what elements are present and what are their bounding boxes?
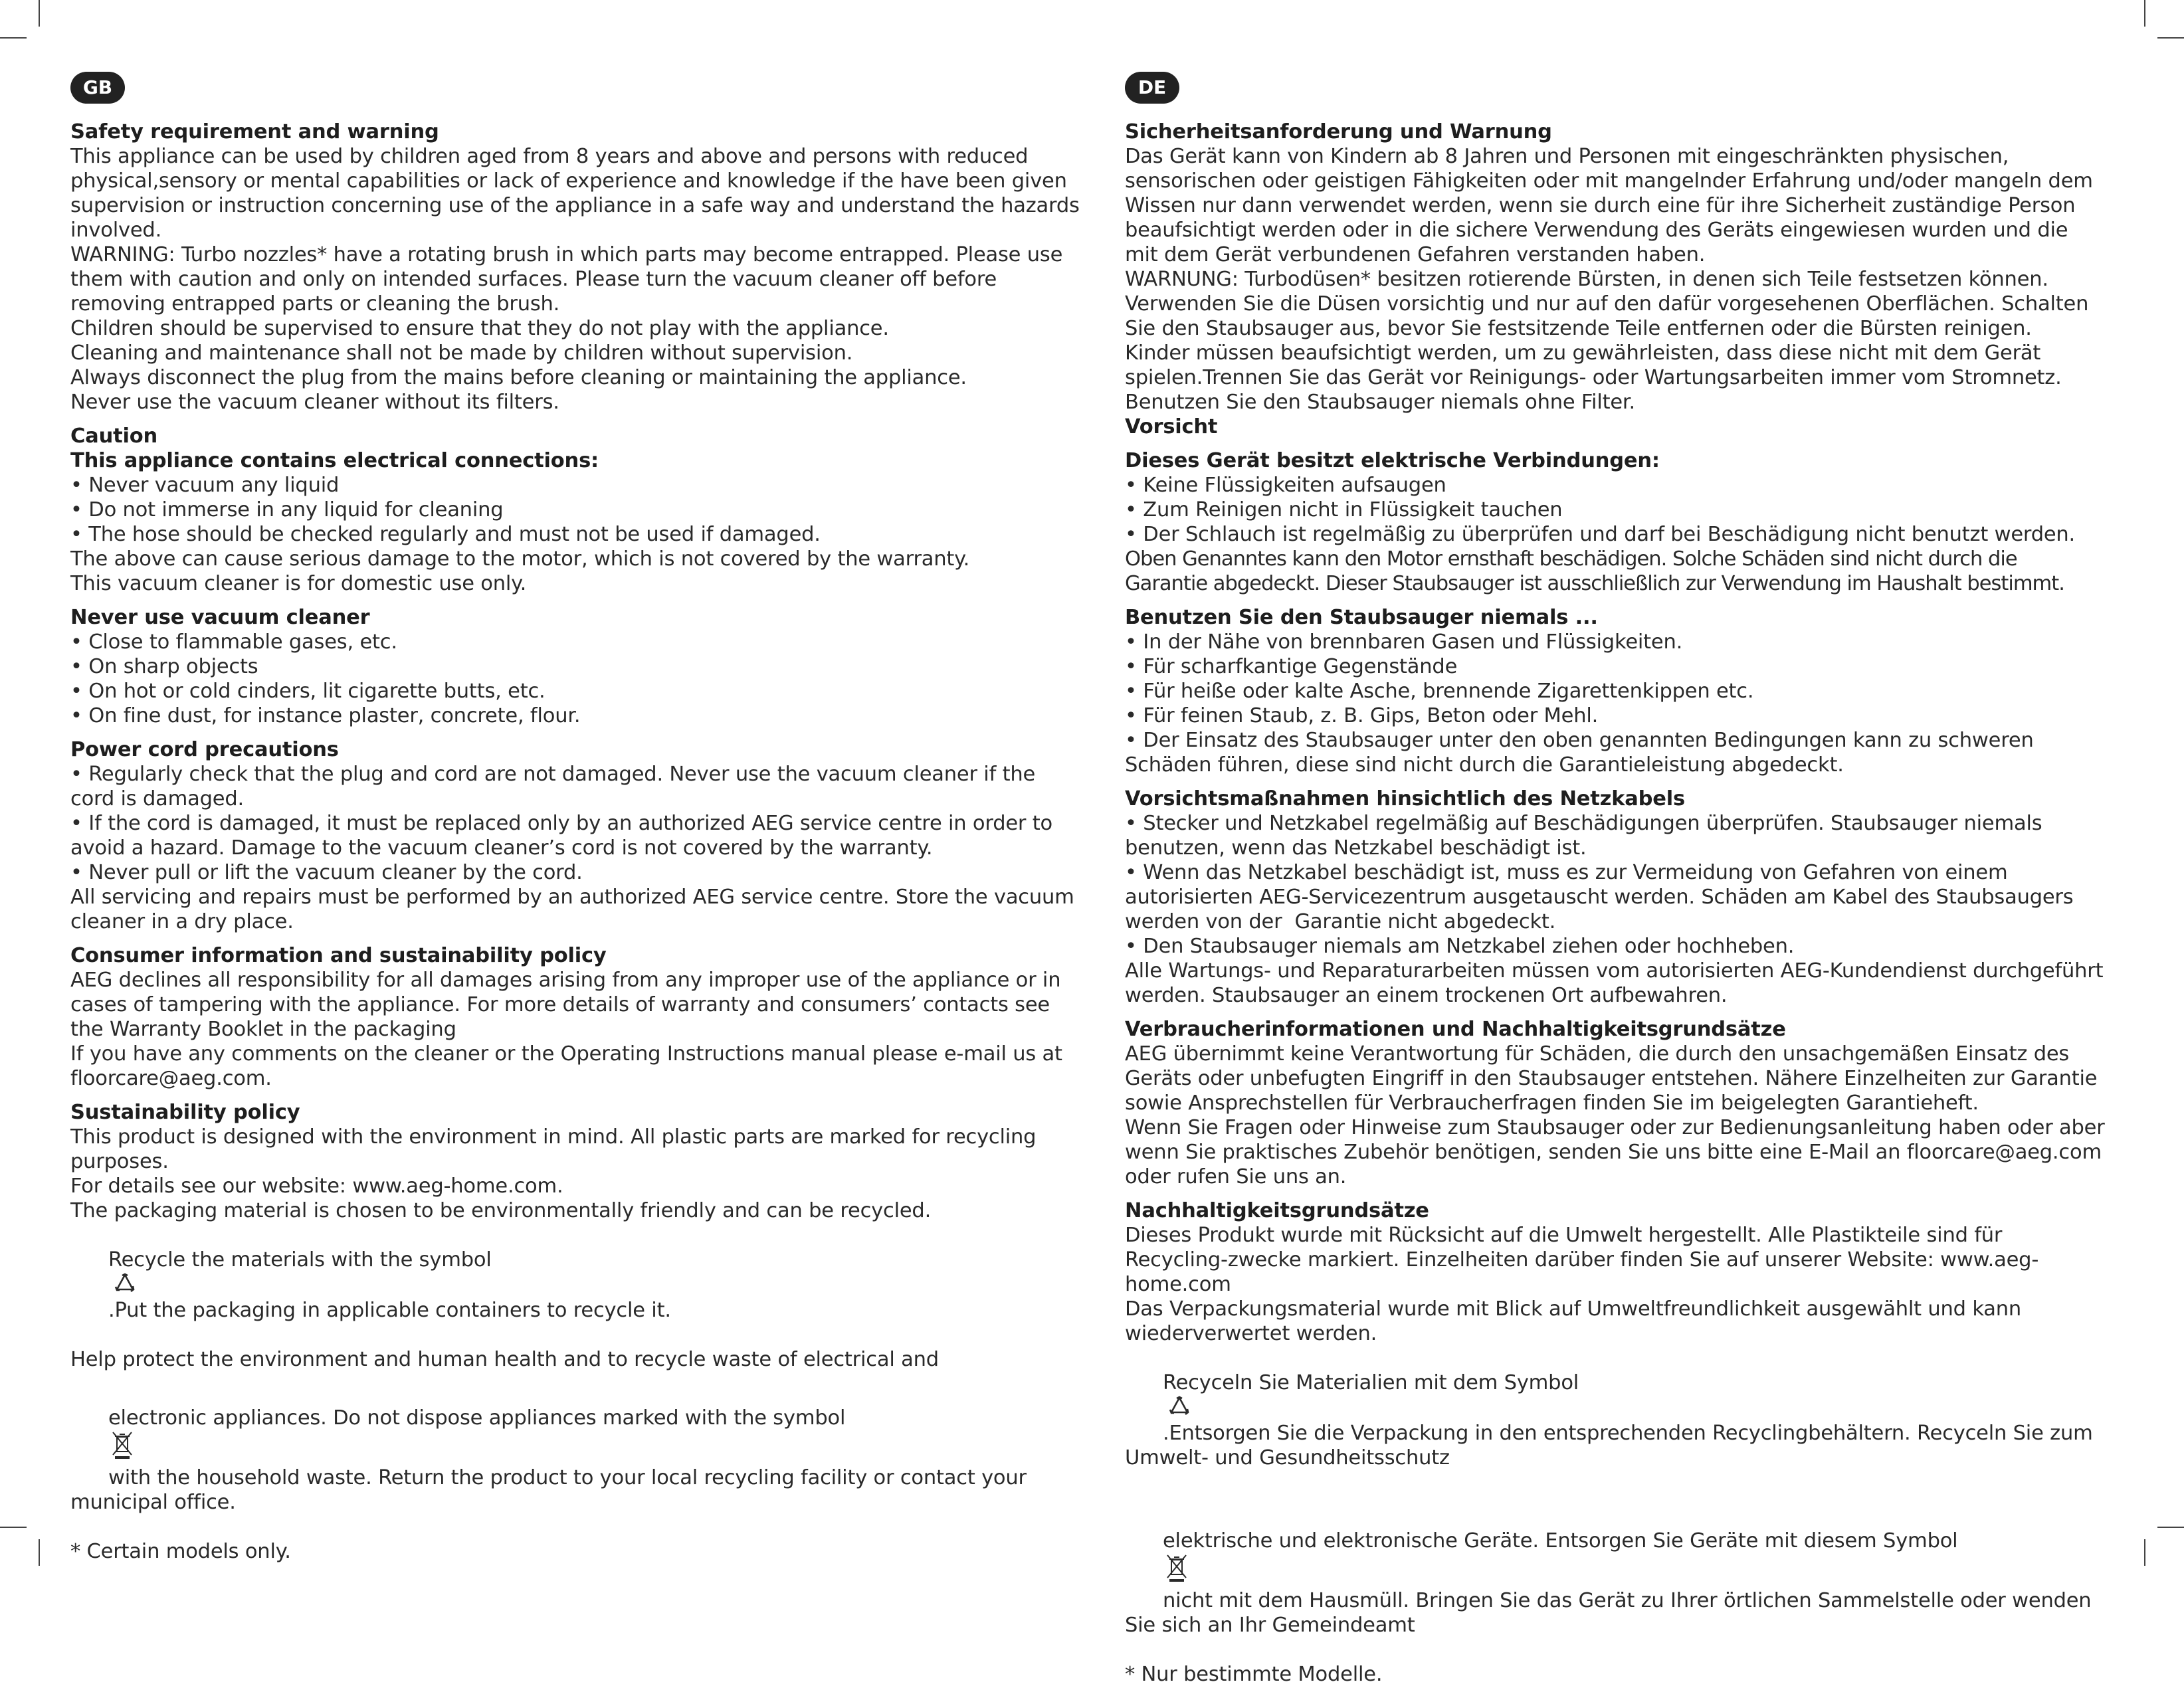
- de-consumer-info-section: [1125, 1017, 2112, 1189]
- section-heading: Vorsicht: [1125, 415, 1218, 438]
- footnote: * Certain models only.: [70, 1540, 291, 1563]
- crop-mark: [2144, 1539, 2145, 1566]
- paragraph: Benutzen Sie den Staubsauger niemals ohne Filter.: [1125, 391, 1635, 414]
- paragraph: Dieses Produkt wurde mit Rücksicht auf die Umwelt hergestellt. Alle Plastikteile sind für Recycling-zwecke markiert. Einzelheiten darüber finden Sie auf unserer Website: www.aeg-home.com: [1125, 1224, 2039, 1296]
- section-heading: Sicherheitsanforderung und Warnung: [1125, 120, 1552, 143]
- paragraph: Help protect the environment and human health and to recycle waste of electrical and: [70, 1348, 939, 1371]
- section-subheading: This appliance contains electrical connections:: [70, 449, 599, 472]
- weee-text-after: nicht mit dem Hausmüll. Bringen Sie das Gerät zu Ihrer örtlichen Sammelstelle oder wenden Sie sich an Ihr Gemeindeamt: [1125, 1589, 2098, 1637]
- section-heading: Benutzen Sie den Staubsauger niemals ...: [1125, 606, 1598, 629]
- list-item: • Stecker und Netzkabel regelmäßig auf Beschädigungen überprüfen. Staubsauger niemals benutzen, wenn das Netzkabel beschädigt ist.: [1125, 812, 2048, 860]
- language-badge-de: DE: [1125, 72, 1179, 104]
- list-item: • Never vacuum any liquid: [70, 474, 340, 497]
- paragraph: Never use the vacuum cleaner without its filters.: [70, 391, 559, 414]
- list-item: • Do not immerse in any liquid for cleaning: [70, 498, 504, 521]
- paragraph: If you have any comments on the cleaner or the Operating Instructions manual please e-mail us at floorcare@aeg.com.: [70, 1042, 1069, 1090]
- paragraph: Das Verpackungsmaterial wurde mit Blick auf Umweltfreundlichkeit ausgewählt und kann wiederverwertet werden.: [1125, 1297, 2028, 1345]
- list-item: • Den Staubsauger niemals am Netzkabel ziehen oder hochheben.: [1125, 935, 1795, 958]
- list-item: • In der Nähe von brennbaren Gasen und Flüssigkeiten.: [1125, 630, 1683, 654]
- paragraph: Always disconnect the plug from the mains before cleaning or maintaining the appliance.: [70, 366, 967, 389]
- crossed-out-bin-icon: [111, 1430, 134, 1460]
- recycle-text-after: .Put the packaging in applicable containers to recycle it.: [108, 1299, 671, 1322]
- crossed-out-bin-icon: [1165, 1553, 1188, 1582]
- paragraph: AEG declines all responsibility for all damages arising from any improper use of the appliance or in cases of tampering with the appliance. For more details of warranty and consumers’ contacts see the Warranty Booklet in the packaging: [70, 969, 1067, 1041]
- weee-paragraph: [1125, 1504, 2105, 1662]
- german-column: [1125, 72, 2112, 1696]
- list-item: • On fine dust, for instance plaster, concrete, flour.: [70, 704, 581, 727]
- list-item: • If the cord is damaged, it must be replaced only by an authorized AEG service centre in order to avoid a hazard. Damage to the vacuum cleaner’s cord is not covered by the warranty.: [70, 812, 1059, 860]
- paragraph: AEG übernimmt keine Verantwortung für Schäden, die durch den unsachgemäßen Einsatz des Geräts oder unbefugten Eingriff in den Staubsauger entstehen. Nähere Einzelheiten zur Garantie sowie Ansprechstellen für Verbraucherfragen finden Sie im beigelegten Garantieheft.: [1125, 1042, 2104, 1115]
- gb-sustainability-section: [70, 1100, 1080, 1564]
- weee-text-before: elektrische und elektronische Geräte. Entsorgen Sie Geräte mit diesem Symbol: [1162, 1529, 1958, 1553]
- paragraph: Kinder müssen beaufsichtigt werden, um zu gewährleisten, dass diese nicht mit dem Gerät spielen.Trennen Sie das Gerät vor Reinigungs- oder Wartungsarbeiten immer vom Stromnetz.: [1125, 341, 2062, 389]
- paragraph: WARNUNG: Turbodüsen* besitzen rotierende Bürsten, in denen sich Teile festsetzen können. Verwenden Sie die Düsen vorsichtig und nur auf den dafür vorgesehenen Oberflächen. Schalten Sie den Staubsauger aus, bevor Sie festsitzende Teile entfernen oder die Bürsten reinigen.: [1125, 268, 2095, 340]
- crop-mark: [0, 1527, 27, 1528]
- section-heading: Safety requirement and warning: [70, 120, 439, 143]
- list-item: • Der Schlauch ist regelmäßig zu überprüfen und darf bei Beschädigung nicht benutzt werden.: [1125, 523, 2076, 546]
- paragraph: Das Gerät kann von Kindern ab 8 Jahren und Personen mit eingeschränkten physischen, sensorischen oder geistigen Fähigkeiten oder mit mangelnder Erfahrung und/oder mangeln dem Wissen nur dann verwendet werden, wenn sie durch eine für ihre Sicherheit zuständige Person beaufsichtigt werden oder in die sichere Verwendung des Geräts eingewiesen wurden und die mit dem Gerät verbundenen Gefahren verstanden haben.: [1125, 145, 2100, 266]
- list-item: • Für heiße oder kalte Asche, brennende Zigarettenkippen etc.: [1125, 680, 1754, 703]
- paragraph: This appliance can be used by children aged from 8 years and above and persons with reduced physical,sensory or mental capabilities or lack of experience and knowledge if the have been given supervision or instruction concerning use of the appliance in a safe way and understand the hazards involved.: [70, 145, 1086, 242]
- language-badge-gb: GB: [70, 72, 125, 104]
- section-heading: Power cord precautions: [70, 738, 339, 761]
- paragraph: This product is designed with the environment in mind. All plastic parts are marked for recycling purposes.: [70, 1125, 1042, 1173]
- section-heading: Never use vacuum cleaner: [70, 606, 370, 629]
- list-item: • Wenn das Netzkabel beschädigt ist, muss es zur Vermeidung von Gefahren von einem autorisierten AEG-Servicezentrum ausgetauscht werden. Schäden am Kabel des Staubsaugers werden von der Garantie nicht abgedeckt.: [1125, 861, 2080, 933]
- recycle-icon: [111, 1272, 139, 1296]
- list-item: • The hose should be checked regularly and must not be used if damaged.: [70, 523, 821, 546]
- crop-mark: [2157, 1527, 2184, 1528]
- paragraph: Children should be supervised to ensure that they do not play with the appliance.: [70, 317, 889, 340]
- list-item: • Close to flammable gases, etc.: [70, 630, 397, 654]
- paragraph: Wenn Sie Fragen oder Hinweise zum Staubsauger oder zur Bedienungsanleitung haben oder aber wenn Sie praktisches Zubehör benötigen, senden Sie uns bitte eine E-Mail an floorcare@aeg.com oder rufen Sie uns an.: [1125, 1116, 2112, 1188]
- list-item: • Der Einsatz des Staubsauger unter den oben genannten Bedingungen kann zu schweren Schäden führen, diese sind nicht durch die Garantieleistung abgedeckt.: [1125, 729, 2040, 777]
- section-heading: Vorsichtsmaßnahmen hinsichtlich des Netzkabels: [1125, 787, 1685, 810]
- list-item: • Never pull or lift the vacuum cleaner by the cord.: [70, 861, 583, 884]
- paragraph: All servicing and repairs must be performed by an authorized AEG service centre. Store the vacuum cleaner in a dry place.: [70, 886, 1081, 933]
- recycle-text-before: Recyceln Sie Materialien mit dem Symbol: [1162, 1371, 1579, 1394]
- weee-text-before: electronic appliances. Do not dispose appliances marked with the symbol: [108, 1406, 846, 1430]
- crop-mark: [2157, 37, 2184, 39]
- recycle-text-before: Recycle the materials with the symbol: [108, 1248, 492, 1272]
- de-sustainability-section: [1125, 1198, 2105, 1687]
- crop-mark: [2144, 0, 2145, 27]
- paragraph: The above can cause serious damage to the motor, which is not covered by the warranty.: [70, 547, 970, 571]
- paragraph: Alle Wartungs- und Reparaturarbeiten müssen vom autorisierten AEG-Kundendienst durchgeführt werden. Staubsauger an einem trockenen Ort aufbewahren.: [1125, 959, 2110, 1007]
- footnote: * Nur bestimmte Modelle.: [1125, 1663, 1383, 1686]
- de-never-use-section: [1125, 605, 2105, 777]
- paragraph: This vacuum cleaner is for domestic use only.: [70, 572, 527, 595]
- gb-power-cord-section: [70, 737, 1080, 934]
- english-column: [70, 72, 1086, 1573]
- de-power-cord-section: [1125, 787, 2110, 1008]
- list-item: • Für feinen Staub, z. B. Gips, Beton oder Mehl.: [1125, 704, 1599, 727]
- gb-consumer-info-section: [70, 943, 1080, 1091]
- de-safety-section: [1125, 120, 2105, 439]
- crop-mark: [39, 1539, 40, 1566]
- weee-text-after: with the household waste. Return the product to your local recycling facility or contact your municipal office.: [70, 1466, 1033, 1514]
- recycle-paragraph: [1125, 1346, 2105, 1495]
- paragraph: WARNING: Turbo nozzles* have a rotating brush in which parts may become entrapped. Please use them with caution and only on intended surfaces. Please turn the vacuum cleaner off before removing entrapped parts or cleaning the brush.: [70, 243, 1069, 316]
- paragraph: Cleaning and maintenance shall not be made by children without supervision.: [70, 341, 853, 365]
- list-item: • On hot or cold cinders, lit cigarette butts, etc.: [70, 680, 546, 703]
- paragraph: Oben Genanntes kann den Motor ernsthaft beschädigen. Solche Schäden sind nicht durch die Garantie abgedeckt. Dieser Staubsauger ist ausschließlich zur Verwendung im Haushalt bestimmt.: [1125, 547, 2064, 595]
- section-heading: Dieses Gerät besitzt elektrische Verbindungen:: [1125, 449, 1660, 472]
- paragraph: The packaging material is chosen to be environmentally friendly and can be recycled.: [70, 1199, 932, 1222]
- recycle-text-after: .Entsorgen Sie die Verpackung in den entsprechenden Recyclingbehältern. Recyceln Sie zum Umwelt- und Gesundheitsschutz: [1125, 1422, 2100, 1469]
- gb-caution-section: [70, 424, 1080, 596]
- gb-never-use-section: [70, 605, 1080, 728]
- list-item: • Zum Reinigen nicht in Flüssigkeit tauchen: [1125, 498, 1563, 521]
- paragraph: For details see our website: www.aeg-home.com.: [70, 1175, 563, 1198]
- gb-safety-section: [70, 120, 1086, 415]
- section-heading: Nachhaltigkeitsgrundsätze: [1125, 1199, 1429, 1222]
- list-item: • Für scharfkantige Gegenstände: [1125, 655, 1458, 678]
- de-electrical-section: [1125, 448, 2105, 596]
- list-item: • Regularly check that the plug and cord are not damaged. Never use the vacuum cleaner if the cord is damaged.: [70, 763, 1042, 810]
- section-heading: Consumer information and sustainability policy: [70, 944, 607, 967]
- section-heading: Caution: [70, 424, 157, 448]
- recycle-icon: [1165, 1395, 1193, 1419]
- crop-mark: [0, 37, 27, 39]
- list-item: • On sharp objects: [70, 655, 258, 678]
- crop-mark: [39, 0, 40, 27]
- section-heading: Verbraucherinformationen und Nachhaltigkeitsgrundsätze: [1125, 1018, 1786, 1041]
- recycle-paragraph: [70, 1223, 1080, 1347]
- list-item: • Keine Flüssigkeiten aufsaugen: [1125, 474, 1446, 497]
- weee-paragraph: [70, 1381, 1080, 1539]
- section-heading: Sustainability policy: [70, 1101, 300, 1124]
